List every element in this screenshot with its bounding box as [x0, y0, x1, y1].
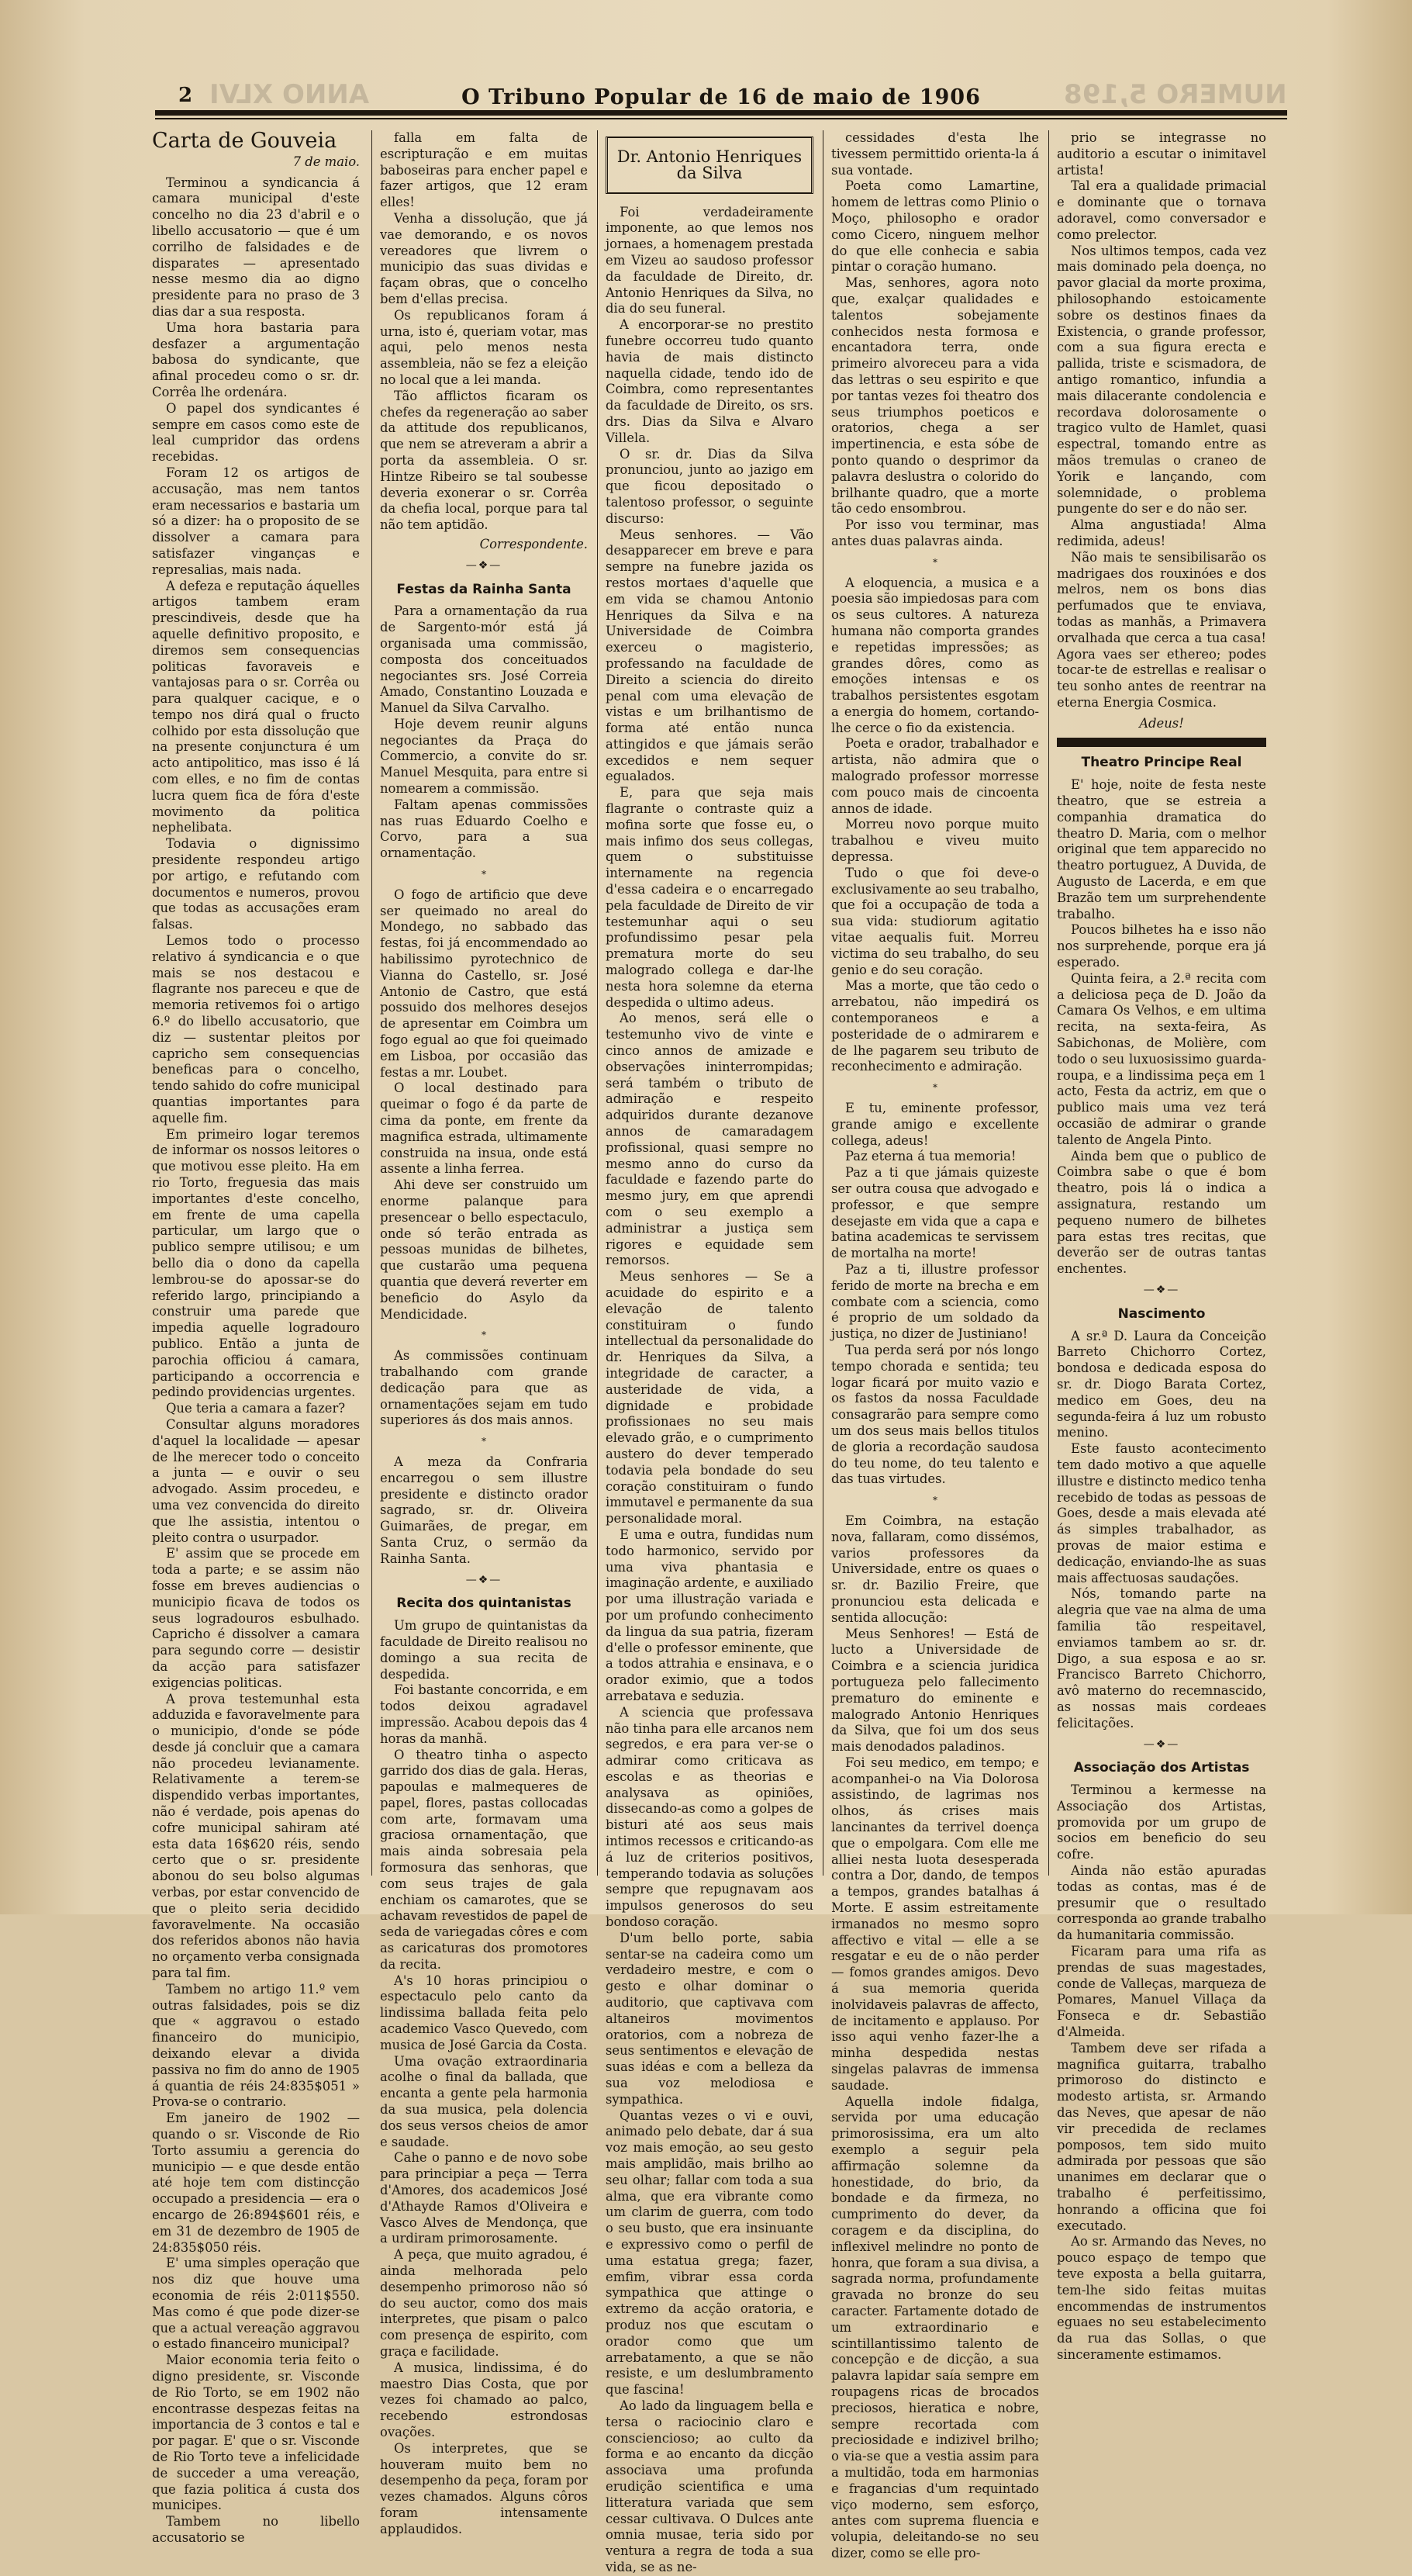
- paragraph: A meza da Confraria encarregou o sem illustre presidente e distincto orador sagrado, sr. dr. Oliveira Guimarães, de pregar, em Santa Cruz, o sermão da Rainha Santa.: [380, 1454, 588, 1566]
- paragraph: E, para que seja mais flagrante o contraste quiz a mofina sorte que fosse eu, o mais infimo dos seus collegas, quem o substituisse internamente na regencia d'essa cadeira e o encarregado pela faculdade de Direito de vir testemunhar aqui o seu profundissimo pesar pela prematura morte do seu malogrado collega e dar-lhe nesta hora solemne da eterna despedida o ultimo adeus.: [606, 785, 813, 1010]
- paragraph: falla em falta de escripturação e em muitas baboseiras para encher papel e fazer artigos, que 12 eram elles!: [380, 130, 588, 210]
- paragraph: Quinta feira, a 2.ª recita com a deliciosa peça de D. João da Camara Os Velhos, e em ultima recita, na sexta-feira, As Sabichonas, de Molière, com todo o seu luxuosissimo guarda-roupa, e a lindissima peça em 1 acto, Festa da actriz, em que o publico mais uma vez terá occasião de admirar o grande talento de Angela Pinto.: [1057, 970, 1266, 1147]
- paragraph: E' uma simples operação que nos diz que houve uma economia de réis 2:011$550. Mas como é que pode dizer-se que a actual vereação aggravou o estado financeiro municipal?: [152, 2256, 360, 2352]
- paragraph: Hoje devem reunir alguns negociantes da Praça do Commercio, a convite do sr. Manuel Mesquita, para entre si nomearem a commissão.: [380, 716, 588, 797]
- paragraph: Tambem no libello accusatorio se: [152, 2514, 360, 2545]
- bleed-through-text-right: NUMERO 5,198: [1064, 79, 1287, 110]
- page-number: 2: [178, 84, 193, 107]
- article-title-box: Dr. Antonio Henriques da Silva: [606, 137, 813, 194]
- paragraph: Por isso vou terminar, mas antes duas palavras ainda.: [831, 517, 1039, 548]
- paragraph: Um grupo de quintanistas da faculdade de Direito realisou no domingo a sua recita de despedida.: [380, 1618, 588, 1682]
- section-heading-associacao: Associação dos Artistas: [1073, 1760, 1250, 1776]
- paragraph: prio se integrasse no auditorio a escutar o inimitavel artista!: [1057, 130, 1266, 178]
- paragraph: Não mais te sensibilisarão os madrigaes dos rouxinóes e dos melros, nem os bons dias perfumados que te enviava, todas as manhãs, a Primavera orvalhada que cerca a tua casa! Agora vaes ser ethereo; podes tocar-te de estrellas e realisar o teu sonho antes de reentrar na eterna Energia Cosmica.: [1057, 549, 1266, 710]
- paragraph: Tão afflictos ficaram os chefes da regeneração ao saber da attitude dos republicanos, que nem se atreveram a abrir a porta da assembleia. O sr. Hintze Ribeiro se tal soubesse deveria exonerar o sr. Corrêa da chefia local, porque para tal não tem aptidão.: [380, 388, 588, 533]
- paragraph: Ao lado da linguagem bella e tersa o raciocinio claro e consciencioso; ao culto da forma e ao encanto da dicção associava uma profunda erudição scientifica e uma litteratura variada que sem cessar cultivava. O Dulces ante omnia musae, teria sido por ventura a regra de toda a sua vida, se as ne-: [606, 2398, 813, 2574]
- star-separator: *: [482, 1436, 486, 1447]
- paragraph: Foi verdadeiramente imponente, ao que lemos nos jornaes, a homenagem prestada em Vizeu ao saudoso professor da faculdade de Direito, dr. Antonio Henriques da Silva, no dia do seu funeral.: [606, 204, 813, 316]
- header-rule-thin: [155, 118, 1287, 119]
- paragraph: O theatro tinha o aspecto garrido dos dias de gala. Heras, papoulas e malmequeres de papel, flores, pastas collocadas com arte, formavam uma graciosa ornamentação, que mais ainda sobresaia pela formosura das senhoras, que com seus trajes de gala enchiam os camarotes, que se achavam revestidos de papel de seda de variegadas côres e com as caricaturas dos promotores da recita.: [380, 1747, 588, 1972]
- section-heading-nascimento: Nascimento: [1117, 1305, 1206, 1322]
- paragraph: Em Coimbra, na estação nova, fallaram, como dissémos, varios professores da Universidade, entre os quaes o sr. dr. Bazilio Freire, que pronunciou esta delicada e sentida allocução:: [831, 1513, 1039, 1625]
- paragraph: Maior economia teria feito o digno presidente, sr. Visconde de Rio Torto, se em 1902 não encontrasse despezas feitas na importancia de 3 contos e tal e por pagar. E' que o sr. Visconde de Rio Torto teve a infelicidade de succeder a uma vereação, que fazia politica á custa dos municipes.: [152, 2353, 360, 2513]
- paragraph: A musica, lindissima, é do maestro Dias Costa, que por vezes foi chamado ao palco, recebendo estrondosas ovações.: [380, 2360, 588, 2439]
- column-3: [606, 130, 813, 2574]
- paragraph: Morreu novo porque muito trabalhou e viveu muito depressa.: [831, 817, 1039, 865]
- paragraph: Meus senhores. — Vão desapparecer em breve e para sempre na funebre jazida os restos mortaes d'aquelle que em vida se chamou Antonio Henriques da Silva e na Universidade de Coimbra exerceu o magisterio, professando na faculdade de Direito a sciencia do direito penal com uma elevação de vistas e um brilhantismo de forma até então nunca attingidos e que jámais serão excedidos e nem sequer egualados.: [606, 527, 813, 784]
- article-dateline: 7 de maio.: [292, 154, 360, 169]
- paragraph: A's 10 horas principiou o espectaculo pelo canto da lindissima ballada feita pelo academico Vasco Quevedo, com musica de José Garcia da Costa.: [380, 1973, 588, 2052]
- paragraph: Ficaram para uma rifa as prendas de suas magestades, conde de Valleças, marqueza de Pomares, Manuel Villaça da Fonseca e dr. Sebastião d'Almeida.: [1057, 1944, 1266, 2040]
- section-heading-festas: Festas da Rainha Santa: [396, 581, 571, 597]
- column-2: [380, 130, 588, 2536]
- paragraph: Os interpretes, que se houveram muito bem no desempenho da peça, foram por vezes chamados. Alguns côros foram intensamente applaudidos.: [380, 2440, 588, 2536]
- paragraph: Nos ultimos tempos, cada vez mais dominado pela doença, no pavor glacial da morte proxima, philosophando estoicamente sobre os destinos finaes da Existencia, o grande professor, com a sua figura erecta e pallida, triste e scismadora, de antigo romantico, infundia a mais dilacerante condolencia e recordava dolorosamente o tragico vulto de Hamlet, quasi espectral, tomando entre as mãos tremulas o craneo de Yorik e lançando, com solemnidade, o problema pungente do ser e do não ser.: [1057, 243, 1266, 517]
- paragraph: As commissões continuam trabalhando com grande dedicação para que as ornamentações sejam em tudo superiores ás dos mais annos.: [380, 1348, 588, 1428]
- paragraph: Paz a ti, illustre professor ferido de morte na brecha e em combate com a sciencia, como é proprio de um soldado da justiça, no dizer de Justiniano!: [831, 1261, 1039, 1342]
- paragraph: A peça, que muito agradou, é ainda melhorada pelo desempenho primoroso não só do seu auctor, como dos mais interpretes, que pisam o palco com presença de espirito, com graça e facilidade.: [380, 2247, 588, 2359]
- paragraph: Em janeiro de 1902 — quando o sr. Visconde de Rio Torto assumiu a gerencia do municipio — e que desde então até hoje tem com distincção occupado a presidencia — era o encargo de 26:894$601 réis, e em 31 de dezembro de 1905 de 24:835$050 réis.: [152, 2111, 360, 2255]
- paragraph: E' assim que se procede em toda a parte; e se assim não fosse em breves audiencias o municipio ficava de todos os seus logradouros esbulhado. Capricho é dissolver a camara para segundo corre — desistir da acção para satisfazer exigencias politicas.: [152, 1546, 360, 1690]
- paragraph: Ahi deve ser construido um enorme palanque para presencear o bello espectaculo, onde só terão entrada as pessoas munidas de bilhetes, que custarão uma pequena quantia que deverá reverter em beneficio do Asylo da Mendicidade.: [380, 1177, 588, 1322]
- paragraph: Foi bastante concorrida, e em todos deixou agradavel impressão. Acabou depois das 4 horas da manhã.: [380, 1682, 588, 1746]
- section-heading-recita: Recita dos quintanistas: [396, 1596, 571, 1612]
- paragraph: Alma angustiada! Alma redimida, adeus!: [1057, 517, 1266, 548]
- ornament-divider: —❖—: [465, 558, 502, 572]
- column-divider: [597, 130, 598, 1876]
- star-separator: *: [933, 1082, 937, 1094]
- paragraph: Tambem no artigo 11.º vem outras falsidades, pois se diz que « aggravou o estado financeiro do municipio, deixando elevar a divida passiva no fim do anno de 1905 á quantia de réis 24:835$051 » Prova-se o contrario.: [152, 1981, 360, 2110]
- column-divider: [1048, 130, 1049, 1876]
- section-heading-theatro: Theatro Principe Real: [1081, 755, 1242, 771]
- column-4: [831, 130, 1040, 2560]
- paragraph: Quantas vezes o vi e ouvi, animado pelo debate, dar á sua voz mais emoção, ao seu gesto mais amplidão, mais brilho ao seu olhar; fallar com toda a sua alma, que era vibrante como um clarim de guerra, com todo o seu busto, que era insinuante e expressivo como o perfil de uma estatua grega; fazer, emfim, vibrar essa corda sympathica que attinge o extremo da acção oratoria, e produz nos que escutam o orador como que um arrebatamento, a que se não resiste, e um deslumbramento que fascina!: [606, 2107, 813, 2398]
- paragraph: Cahe o panno e de novo sobe para principiar a peça — Terra d'Amores, dos academicos José d'Athayde Ramos d'Oliveira e Vasco Alves de Mendonça, que a urdiram primorosamente.: [380, 2150, 588, 2246]
- section-rule-bar: [1057, 738, 1266, 747]
- paragraph: Uma ovação extraordinaria acolhe o final da ballada, que encanta a gente pela harmonia da sua musica, pela dolencia dos seus versos cheios de amor e saudade.: [380, 2053, 588, 2149]
- ornament-divider: —❖—: [1143, 1738, 1180, 1751]
- paragraph: Tudo o que foi deve-o exclusivamente ao seu trabalho, que foi a occupação de toda a sua vida: studiorum agitatio vitae aequalis fuit. Morreu victima do seu trabalho, do seu genio e do seu coração.: [831, 865, 1039, 977]
- ornament-divider: —❖—: [465, 1573, 502, 1586]
- paragraph: O local destinado para queimar o fogo é da parte de cima da ponte, em frente da magnifica estrada, ultimamente construida na insua, onde está assente a linha ferrea.: [380, 1081, 588, 1177]
- paragraph: Consultar alguns moradores d'aquel la localidade — apesar de lhe merecer todo o conceito a junta — e ouvir o seu advogado. Assim procedeu, e uma vez convencida do direito que lhe assistia, intentou o pleito contra o usurpador.: [152, 1416, 360, 1545]
- paragraph: Mas a morte, que tão cedo o arrebatou, não impedirá os contemporaneos e a posteridade de o admirarem e de lhe pagarem seu tributo de reconhecimento e admiração.: [831, 978, 1039, 1074]
- article-body-carta-de-gouveia: [152, 175, 360, 2547]
- paragraph: Paz a ti que jámais quizeste ser outra cousa que advogado e professor, e que sempre desejaste em vida que a capa e batina academicas te servissem de mortalha na morte!: [831, 1165, 1039, 1261]
- paragraph: Terminou a syndicancia á camara municipal d'este concelho no dia 23 d'abril e o libello accusatorio — que é um corrilho de falsidades e de disparates — apresentado nesse mesmo dia ao digno presidente para no praso de 3 dias dar a sua resposta.: [152, 175, 360, 319]
- paragraph: Todavia o dignissimo presidente respondeu artigo por artigo, e refutando com documentos e numeros, provou que todas as accusações eram falsas.: [152, 836, 360, 932]
- newspaper-header-title: O Tribuno Popular de 16 de maio de 1906: [461, 85, 981, 109]
- header-rule-thick: [155, 110, 1287, 116]
- paragraph: Uma hora bastaria para desfazer a argumentação babosa do syndicante, que afinal procedeu como o sr. dr. Corrêa lhe ordenára.: [152, 320, 360, 399]
- star-separator: *: [482, 869, 486, 880]
- paragraph: cessidades d'esta lhe tivessem permittido orienta-la á sua vontade.: [831, 130, 1039, 178]
- column-1: [152, 129, 360, 2545]
- star-separator: *: [482, 1329, 486, 1341]
- paragraph: O sr. dr. Dias da Silva pronunciou, junto ao jazigo em que ficou depositado o talentoso professor, o seguinte discurso:: [606, 446, 813, 526]
- paragraph: Meus senhores — Se a acuidade do espirito e a elevação de talento constituiram o fundo intellectual da personalidade do dr. Henriques da Silva, a integridade de caracter, a austeridade de vida, a dignidade e probidade profissionaes no seu mais elevado grão, e o cumprimento austero do dever temperado todavia pela bondade do seu coração constituiram o fundo immutavel e permanente da sua personalidade moral.: [606, 1269, 813, 1527]
- paragraph: Poeta como Lamartine, homem de lettras como Plinio o Moço, philosopho e orador como Cicero, ninguem melhor do que elle conhecia e sabia pintar o coração humano.: [831, 178, 1039, 275]
- paragraph: O fogo de artificio que deve ser queimado no areal do Mondego, no sabbado das festas, foi já encommendado ao habilissimo pyrotechnico de Vianna do Castello, sr. José Antonio de Castro, que está possuido dos melhores desejos de apresentar em Coimbra um fogo egual ao que foi queimado em Lisboa, por occasião das festas a mr. Loubet.: [380, 887, 588, 1080]
- paragraph: Ao menos, será elle o testemunho vivo de vinte e cinco annos de amizade e observações ininterrompidas; será também o tributo de admiração e respeito adquiridos durante dezanove annos de camaradagem profissional, quasi sempre no mesmo anno do curso da faculdade e fazendo parte do mesmo jury, em que aprendi com o seu exemplo a administrar a justiça sem rigores e equidade sem remorsos.: [606, 1011, 813, 1268]
- paragraph: Tal era a qualidade primacial e dominante que o tornava adoravel, como conversador e como prelector.: [1057, 178, 1266, 242]
- paragraph: Poucos bilhetes ha e isso não nos surprehende, porque era já esperado.: [1057, 922, 1266, 970]
- paragraph: Paz eterna á tua memoria!: [845, 1149, 1017, 1164]
- paragraph: Foi seu medico, em tempo; e acompanhei-o na Via Dolorosa assistindo, de lagrimas nos olhos, ás crises mais lancinantes da terrivel doença que o empolgara. Com elle me alliei nesta luota desesperada contra a Dor, dando, de tempos a tempos, grandes batalhas á Morte. E assim estreitamente irmanados no mesmo sopro affectivo e vital — elle a se resgatar e eu de o não perder — fomos grandes amigos. Devo á sua memoria querida inolvidaveis palavras de affecto, de incitamento e applauso. Por isso aqui venho fazer-lhe a minha despedida nestas singelas palavras de immensa saudade.: [831, 1755, 1039, 2093]
- paragraph: Tambem deve ser rifada a magnifica guitarra, trabalho primoroso do distincto e modesto artista, sr. Armando das Neves, que apesar de não vir precedida de reclames pomposos, tem sido muito admirada por pessoas que são unanimes em declarar que o trabalho é perfeitissimo, honrando a officina que foi executado.: [1057, 2040, 1266, 2233]
- paragraph: A sr.ª D. Laura da Conceição Barreto Chichorro Cortez, bondosa e dedicada esposa do sr. dr. Diogo Barata Cortez, medico em Goes, deu na segunda-feira á luz um robusto menino.: [1057, 1328, 1266, 1440]
- paragraph: Ao sr. Armando das Neves, no pouco espaço de tempo que teve exposta a bella guitarra, tem-lhe sido feitas muitas encommendas de instrumentos eguaes no seu estabelecimento da rua das Sollas, o que sinceramente estimamos.: [1057, 2234, 1266, 2362]
- paragraph: A sciencia que professava não tinha para elle arcanos nem segredos, e era para ver-se o admirar como criticava as escolas e as theorias e analysava as opiniões, dissecando-as como a golpes de bisturi até aos seus mais intimos recessos e criticando-as á luz de criterios positivos, temperando todavia as soluções sempre que repugnavam aos impulsos generosos do seu bondoso coração.: [606, 1704, 813, 1930]
- paragraph: E tu, eminente professor, grande amigo e excellente collega, adeus!: [831, 1101, 1039, 1148]
- paragraph: E uma e outra, fundidas num todo harmonico, servido por uma viva phantasia e imaginação ardente, e auxiliado por uma illustração variada e por um profundo conhecimento da lingua da sua patria, fizeram d'elle o professor eminente, que a todos attrahia e ensinava, e o orador eximio, que a todos arrebatava e seduzia.: [606, 1527, 813, 1703]
- closing-adeus: Adeus!: [1139, 715, 1184, 731]
- ornament-divider: —❖—: [1143, 1283, 1180, 1296]
- paragraph: Lemos todo o processo relativo á syndicancia e o que mais se nos destacou e flagrante nos pareceu e que de memoria retivemos foi o artigo 6.º do libello accusatorio, que diz — sustentar pleitos por capricho sem consequencias beneficas para o concelho, tendo sahido do cofre municipal quantias importantes para aquelle fim.: [152, 933, 360, 1125]
- paragraph: Este fausto acontecimento tem dado motivo a que aquelle illustre e distincto medico tenha recebido de todas as pessoas de Goes, desde a mais elevada até ás simples trabalhador, as provas de maior estima e dedicação, enviando-lhe as suas mais affectuosas saudações.: [1057, 1441, 1266, 1585]
- masthead: [155, 79, 1287, 110]
- paragraph: Nós, tomando parte na alegria que vae na alma de uma familia tão respeitavel, enviamos tambem ao sr. dr. Digo, a sua esposa e ao sr. Francisco Barreto Chichorro, avô materno do recemnascido, as nossas mais cordeaes felicitações.: [1057, 1586, 1266, 1731]
- paragraph: Foram 12 os artigos de accusação, mas nem tantos eram necessarios e bastaria um só a dizer: ha o proposito de se dissolver a camara para satisfazer vinganças e represalias, mais nada.: [152, 465, 360, 577]
- paragraph: O papel dos syndicantes é sempre em casos como este de leal cumpridor das ordens recebidas.: [152, 400, 360, 465]
- paragraph: Aquella indole fidalga, servida por uma educação primorosissima, era um alto exemplo a seguir pela affirmação solemne da honestidade, do brio, da bondade e da firmeza, no cumprimento do dever, da coragem e da disciplina, do inflexivel melindre no ponto de honra, que foram a sua divisa, a sagrada norma, profundamente gravada no bronze do seu caracter. Fartamente dotado de um extraordinario e scintillantissimo talento de concepção e de dicção, a sua palavra lapidar saía sempre em roupagens ricas de brocados preciosos, hieratica e nobre, sempre recortada com preciosidade e indizivel brilho; o via-se que a vestia assim para a multidão, toda em harmonias e fragancias d'um requintado viço moderno, sem esforço, antes com suprema fluencia e volupia, deleitando-se no seu dizer, como se elle pro-: [831, 2094, 1039, 2560]
- column-5: [1057, 130, 1266, 2362]
- paragraph: Mas, senhores, agora noto que, exalçar qualidades e talentos sobejamente conhecidos nesta formosa e encantadora terra, onde primeiro alvoreceu para a vida das lettras o seu espirito e que por tantas vezes foi theatro dos seus triumphos poeticos e oratorios, chega a ser impertinencia, e esta sóbe de ponto quando o desprimor da palavra deslustra o colorido do brilhante quadro, que a morte tão cedo ensombrou.: [831, 275, 1039, 517]
- paragraph: Faltam apenas commissões nas ruas Eduardo Coelho e Corvo, para a sua ornamentação.: [380, 797, 588, 861]
- star-separator: *: [933, 1495, 937, 1506]
- bleed-through-text-left: ANNO XLVI: [209, 79, 370, 110]
- article-title-carta-de-gouveia: Carta de Gouveia: [152, 129, 337, 153]
- paragraph: Os republicanos foram á urna, isto é, queriam votar, mas aqui, pelo menos nesta assembleia, não se fez a eleição no local que a lei manda.: [380, 307, 588, 387]
- paragraph: Para a ornamentação da rua de Sargento-mór está já organisada uma commissão, composta dos conceituados negociantes srs. José Correia Amado, Constantino Louzada e Manuel da Silva Carvalho.: [380, 603, 588, 716]
- paragraph: D'um bello porte, sabia sentar-se na cadeira como um verdadeiro mestre, e com o gesto e olhar dominar o auditorio, que captivava com altaneiros movimentos oratorios, com a nobreza de seus sentimentos e elevação de suas idéas e com a belleza da sua voz melodiosa e sympathica.: [606, 1930, 813, 2107]
- paragraph: Tua perda será por nós longo tempo chorada e sentida; teu logar ficará por muito vazio e os fastos da nossa Faculdade consagrarão para sempre como um dos seus mais bellos titulos de gloria a recordação saudosa do teu nome, do teu talento e das tuas virtudes.: [831, 1342, 1039, 1487]
- paragraph: A prova testemunhal esta adduzida e favoravelmente para o municipio, d'onde se póde desde já concluir que a camara não procedeu levianamente. Relativamente a terem-se dispendido verbas importantes, não é verdade, pois apenas do cofre municipal sahiram até esta data 16$620 réis, sendo certo que o sr. presidente abonou do seu bolso algumas verbas, por estar convencido de que o pleito seria decidido favoravelmente. Na occasião dos referidos abonos não havia no orçamento verba consignada para tal fim.: [152, 1691, 360, 1981]
- paragraph: A eloquencia, a musica e a poesia são impiedosas para com os seus cultores. A natureza humana não comporta grandes e repetidas impressões; as grandes dôres, como as emoções intensas e os trabalhos persistentes esgotam a energia do homem, cortando-lhe cerce o fio da existencia.: [831, 575, 1040, 735]
- paragraph: Em primeiro logar teremos de informar os nossos leitores o que motivou esse pleito. Ha em rio Torto, freguesia das mais importantes d'este concelho, em frente de uma capella particular, um largo que o publico sempre utilisou; e um bello dia o dono da capella lembrou-se do apossar-se do referido largo, principiando a construir uma parede que impedia aquelle logradouro publico. Então a junta de parochia officiou á camara, participando a occorrencia e pedindo providencias urgentes.: [152, 1126, 360, 1400]
- paragraph: Poeta e orador, trabalhador e artista, não admira que o malogrado professor morresse com pouco mais de cincoenta annos de idade.: [831, 736, 1039, 816]
- paragraph: Meus Senhores! — Está de lucto a Universidade de Coimbra e a sciencia juridica portugueza pelo fallecimento prematuro do eminente e malogrado Antonio Henriques da Silva, que foi um dos seus mais denodados paladinos.: [831, 1626, 1039, 1755]
- paragraph: A defeza e reputação áquelles artigos tambem eram prescindiveis, desde que ha aquelle definitivo proposito, e diremos sem consequencias politicas favoraveis e vantajosas para o sr. Corrêa ou para qualquer cacique, e o tempo nos dirá qual o fructo colhido por esta dissolução que na presente conjunctura é um acto antipolitico, mas isso é lá com elles, e no fim de contas lucra quem fica de fóra d'este movimento da politica nephelibata.: [152, 578, 360, 835]
- paragraph: Ainda bem que o publico de Coimbra sabe o que é bom theatro, pois lá o indica a assignatura, restando um pequeno numero de bilhetes para estas tres recitas, que deverão ser de outras tantas enchentes.: [1057, 1148, 1266, 1277]
- column-divider: [371, 130, 372, 1876]
- correspondent-signature: Correspondente.: [479, 536, 588, 552]
- paragraph: Que teria a camara a fazer?: [166, 1401, 346, 1416]
- paragraph: Venha a dissolução, que já vae demorando, e os novos vereadores que livrem o municipio das suas dividas e façam obras, que o concelho bem d'ellas precisa.: [380, 210, 588, 306]
- paragraph: A encorporar-se no prestito funebre occorreu tudo quanto havia de mais distincto naquella cidade, tendo ido de Coimbra, como representantes da faculdade de Direito, os srs. drs. Dias da Silva e Alvaro Villela.: [606, 317, 813, 445]
- paragraph: E' hoje, noite de festa neste theatro, que se estreia a companhia dramatica do theatro D. Maria, com o melhor original que tem apparecido no theatro portuguez, A Duvida, de Augusto de Lacerda, e em que Brazão tem um surprehendente trabalho.: [1057, 777, 1266, 921]
- paragraph: Terminou a kermesse na Associação dos Artistas, promovida por um grupo de socios em beneficio do seu cofre.: [1057, 1782, 1266, 1862]
- paragraph: Ainda não estão apuradas todas as contas, mas é de presumir que o resultado corresponda ao grande trabalho da humanitaria commissão.: [1057, 1863, 1266, 1943]
- star-separator: *: [933, 556, 937, 568]
